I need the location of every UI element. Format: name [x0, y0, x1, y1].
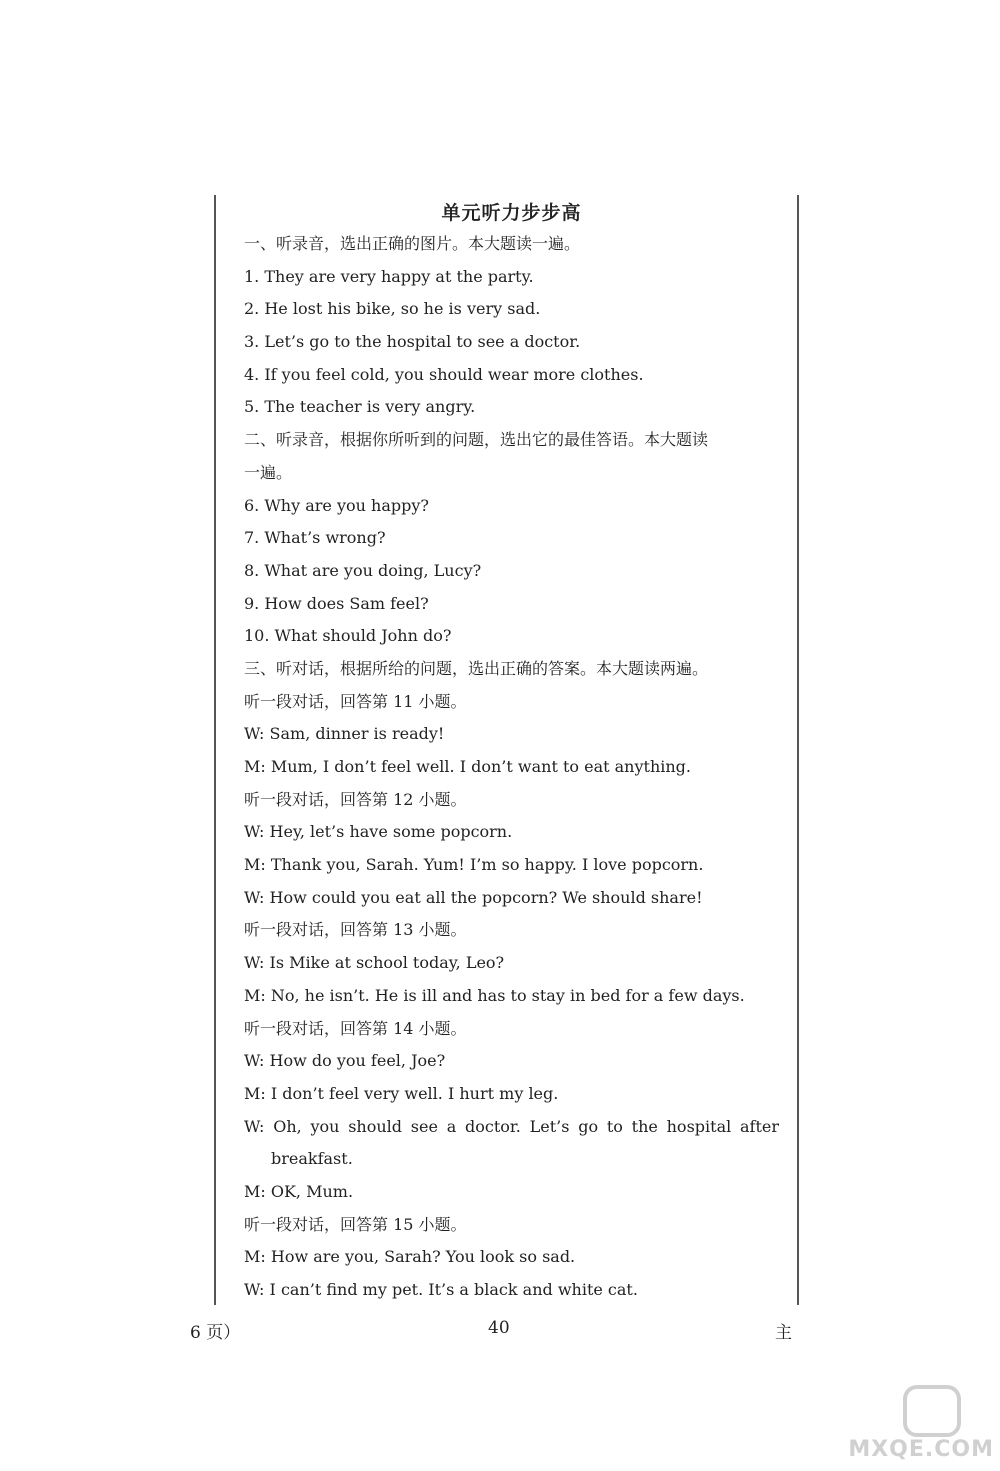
dialogue-intro: 听一段对话，回答第 12 小题。: [244, 789, 467, 809]
transcript-line: 10. What should John do?: [244, 626, 452, 646]
transcript-line: 9. How does Sam feel?: [244, 593, 429, 613]
section-heading: 二、听录音，根据你所听到的问题，选出它的最佳答语。本大题读: [244, 430, 709, 450]
transcript-line: 1. They are very happy at the party.: [244, 266, 534, 286]
transcript-lines: [244, 228, 779, 1307]
dialogue-line: W: Oh, you should see a doctor. Let’s go to the hospital after: [244, 1116, 779, 1136]
dialogue-line: W: How could you eat all the popcorn? We should share!: [244, 887, 703, 907]
watermark-logo: [808, 1385, 994, 1465]
transcript-line: 2. He lost his bike, so he is very sad.: [244, 299, 541, 319]
page-title: 单元听力步步高: [441, 202, 582, 224]
right-margin-rule: [797, 195, 799, 1305]
dialogue-intro: 听一段对话，回答第 11 小题。: [244, 691, 467, 711]
footer-left-text: 6 页）: [190, 1323, 241, 1343]
footer-right-text: 主: [775, 1323, 792, 1343]
dialogue-line: W: How do you feel, Joe?: [244, 1051, 446, 1071]
page-number: 40: [488, 1318, 510, 1338]
dialogue-line: M: OK, Mum.: [244, 1181, 354, 1201]
dialogue-intro: 听一段对话，回答第 15 小题。: [244, 1214, 467, 1234]
section-heading: 一、听录音，选出正确的图片。本大题读一遍。: [244, 234, 581, 253]
section-heading-continuation: 一遍。: [244, 462, 293, 482]
dialogue-intro: 听一段对话，回答第 14 小题。: [244, 1018, 467, 1038]
transcript-line: 3. Let’s go to the hospital to see a doctor.: [244, 332, 581, 352]
section-heading: 三、听对话，根据所给的问题，选出正确的答案。本大题读两遍。: [244, 658, 709, 678]
watermark-badge-icon: [903, 1385, 961, 1437]
dialogue-line: M: How are you, Sarah? You look so sad.: [244, 1247, 576, 1267]
transcript-line: 5. The teacher is very angry.: [244, 397, 476, 417]
dialogue-line: W: Is Mike at school today, Leo?: [244, 953, 505, 973]
dialogue-line: W: Sam, dinner is ready!: [244, 724, 445, 744]
transcript-line: 6. Why are you happy?: [244, 495, 429, 515]
dialogue-line: M: No, he isn’t. He is ill and has to stay in bed for a few days.: [244, 985, 745, 1005]
watermark-text: MXQE.COM: [848, 1437, 994, 1462]
dialogue-line: W: I can’t find my pet. It’s a black and white cat.: [244, 1280, 638, 1299]
dialogue-line: M: I don’t feel very well. I hurt my leg.: [244, 1083, 559, 1103]
dialogue-line-continuation: breakfast.: [271, 1149, 353, 1169]
dialogue-line: M: Mum, I don’t feel well. I don’t want to eat anything.: [244, 757, 691, 776]
transcript-line: 4. If you feel cold, you should wear more clothes.: [244, 364, 644, 384]
dialogue-intro: 听一段对话，回答第 13 小题。: [244, 920, 467, 940]
transcript-line: 8. What are you doing, Lucy?: [244, 560, 482, 580]
left-margin-rule: [214, 195, 216, 1305]
dialogue-line: W: Hey, let’s have some popcorn.: [244, 822, 513, 842]
transcript-line: 7. What’s wrong?: [244, 528, 386, 548]
dialogue-line: M: Thank you, Sarah. Yum! I’m so happy. I love popcorn.: [244, 855, 704, 875]
page-content: [244, 198, 779, 1307]
